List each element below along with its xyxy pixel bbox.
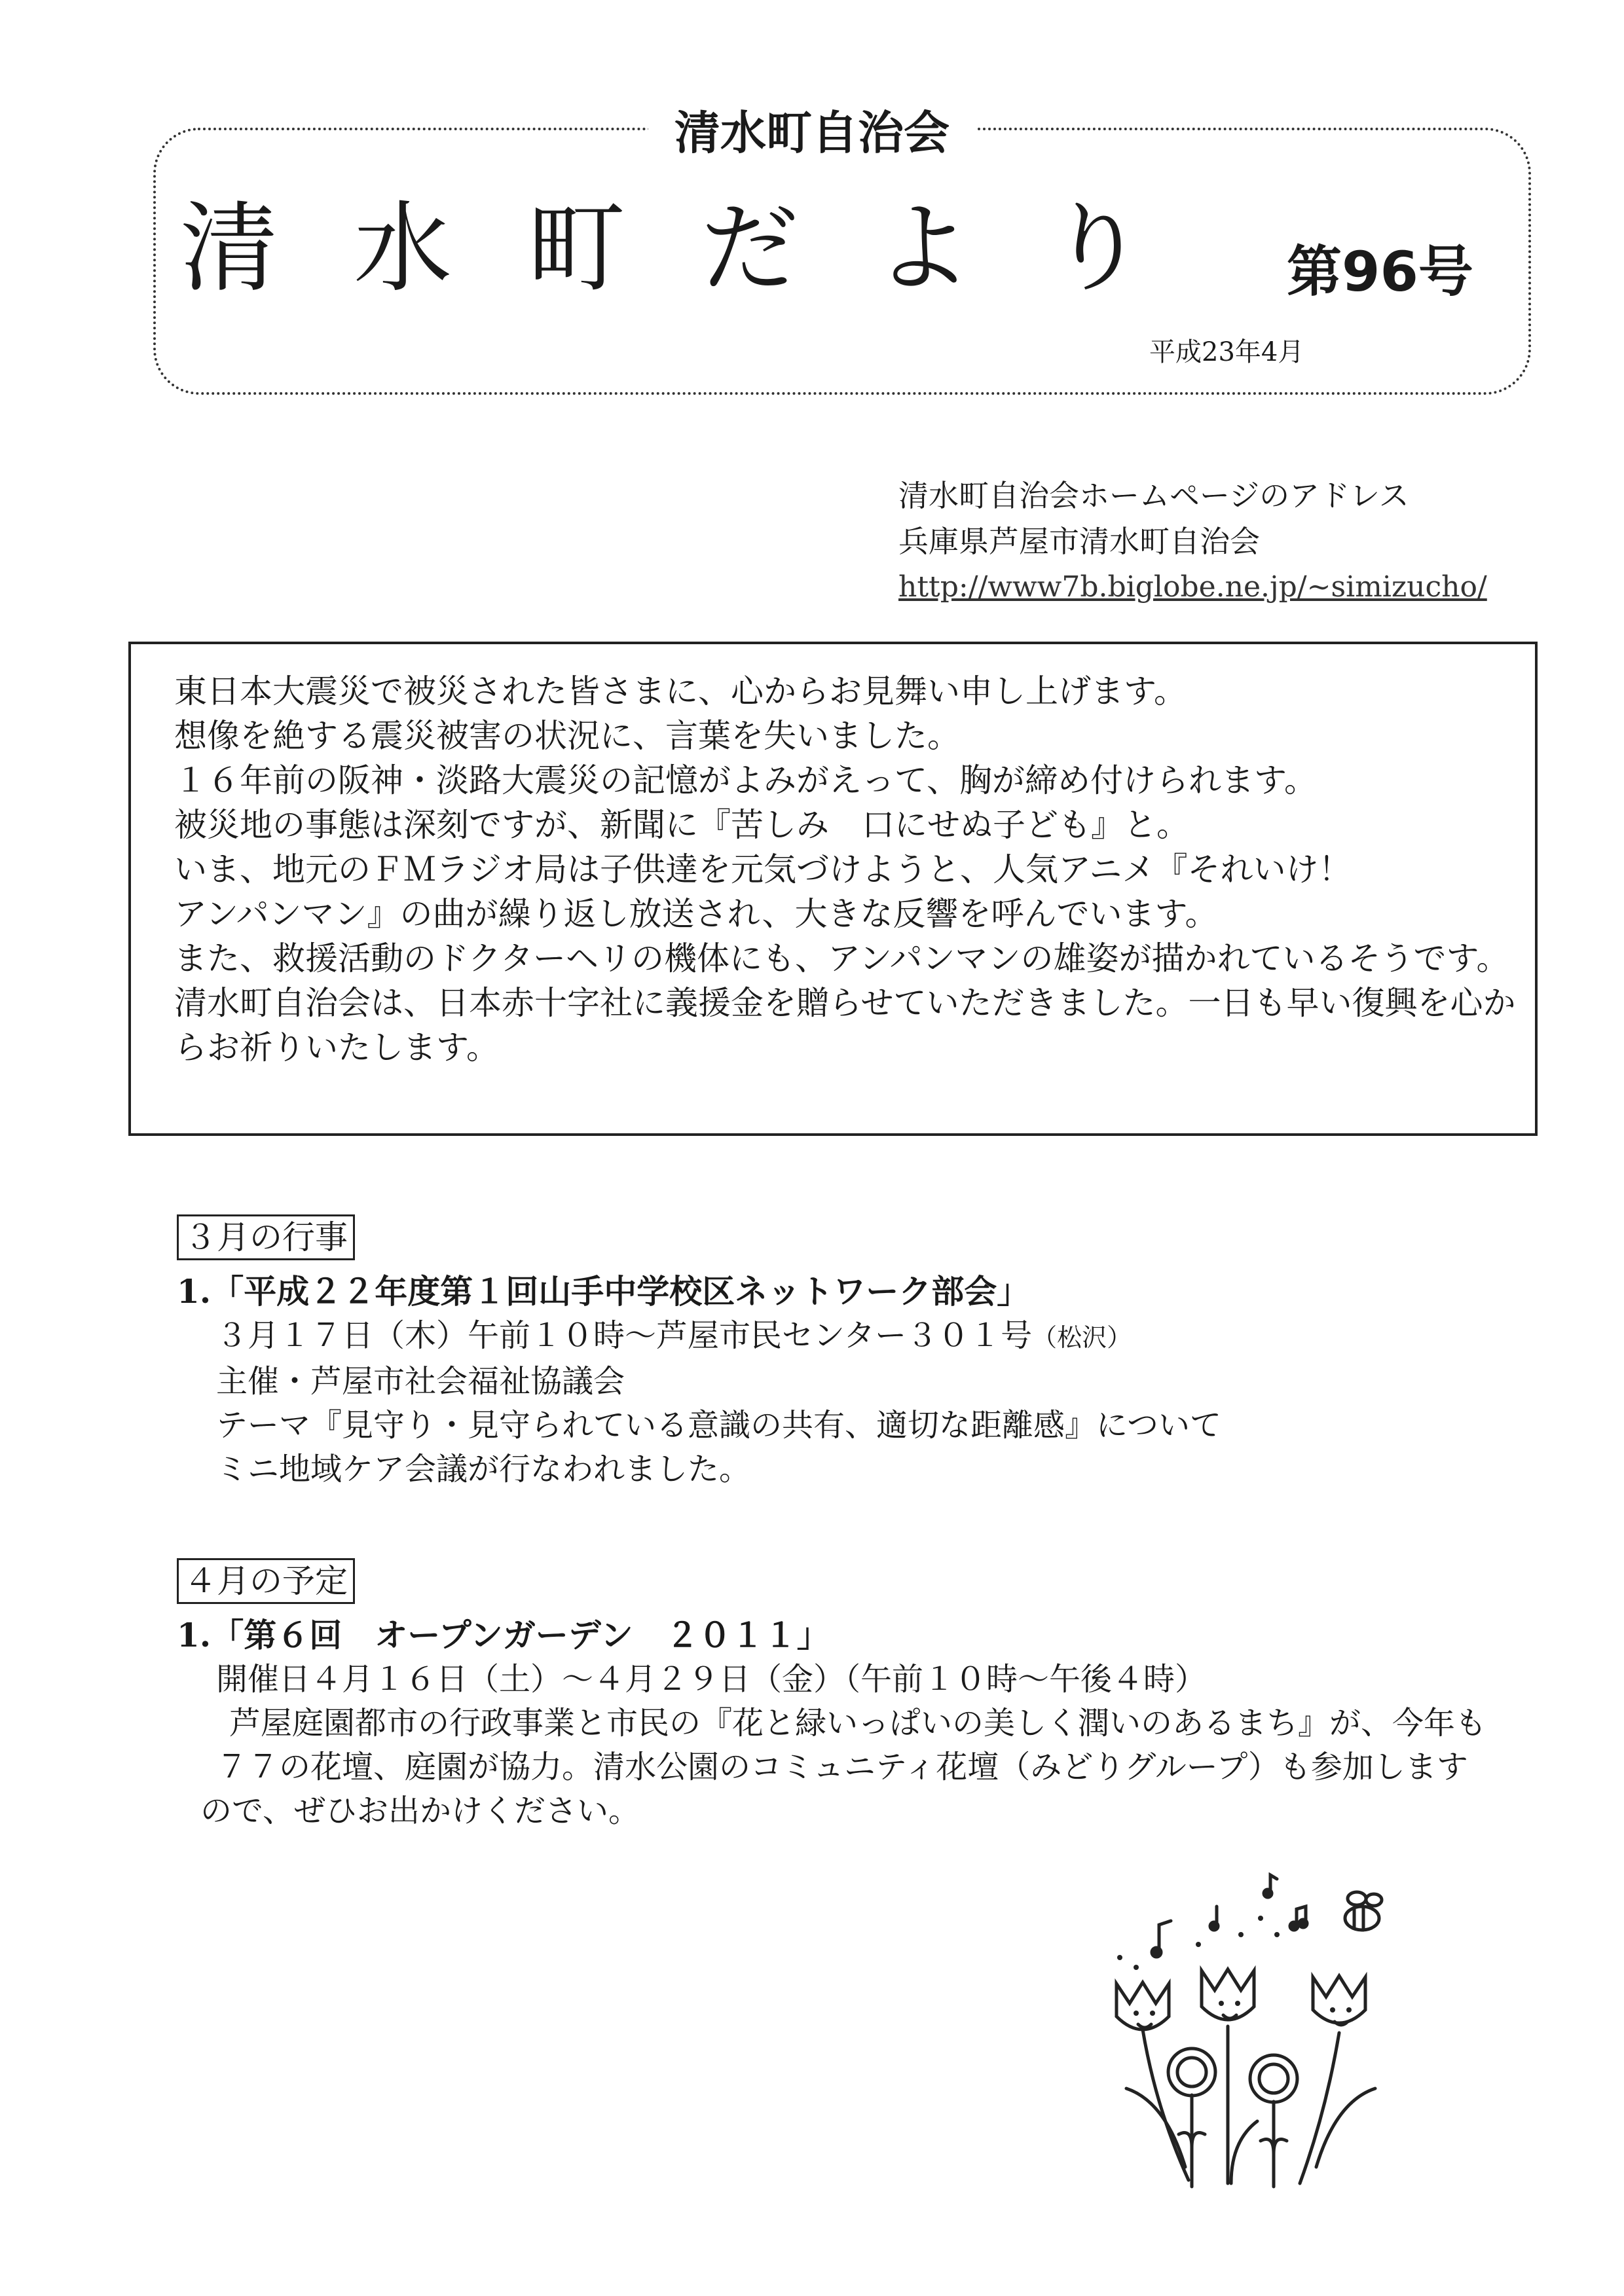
address-org: 兵庫県芦屋市清水町自治会 [898, 524, 1260, 559]
tulip-illustration [1100, 1872, 1467, 2213]
issue-number: 第96号 [1287, 240, 1473, 304]
april-schedule-section [177, 1558, 1486, 1833]
tulip-icon [1116, 1969, 1365, 2030]
homepage-url-link[interactable]: http://www7b.biglobe.ne.jp/~simizucho/ [898, 570, 1487, 604]
bee-icon [1345, 1892, 1382, 1930]
newsletter-title: 清水町だより [180, 192, 1222, 306]
message-line: 清水町自治会は、日本赤十字社に義援金を贈らせていただきました。一日も早い復興を心か [174, 984, 1516, 1022]
march-events-section [177, 1214, 1221, 1491]
march-datetime-note: （松沢） [1032, 1323, 1132, 1352]
march-item-title: 1.「平成２２年度第１回山手中学校区ネットワーク部会」 [177, 1272, 1030, 1311]
message-line: 被災地の事態は深刻ですが、新聞に『苦しみ 口にせぬ子ども』と。 [174, 806, 1189, 844]
march-item-datetime [177, 1314, 1221, 1360]
music-note-icon [1152, 1875, 1307, 1957]
address-caption: 清水町自治会ホームページのアドレス [898, 478, 1409, 513]
homepage-address [898, 473, 1487, 610]
organization-name: 清水町自治会 [648, 103, 976, 162]
april-item-title: 1.「第６回 オープンガーデン ２０１１」 [177, 1616, 830, 1654]
march-item-result: ミニ地域ケア会議が行なわれました。 [216, 1451, 751, 1487]
message-line: 東日本大震災で被災された皆さまに、心からお見舞い申し上げます。 [174, 672, 1187, 710]
message-line: いま、地元のＦＭラジオ局は子供達を元気づけようと、人気アニメ『それいけ！ [174, 850, 1352, 888]
april-item-desc-2: ７７の花壇、庭園が協力。清水公園のコミュニティ花壇（みどりグループ）も参加します [216, 1749, 1468, 1785]
april-item-desc-1: 芦屋庭園都市の行政事業と市民の『花と緑いっぱいの美しく潤いのあるまち』が、今年も [229, 1705, 1487, 1741]
message-line: 想像を絶する震災被害の状況に、言葉を失いました。 [174, 717, 960, 755]
message-line: らお祈りいたします。 [174, 1029, 499, 1066]
condolence-message-box [128, 642, 1538, 1136]
march-section-label: ３月の行事 [177, 1214, 355, 1260]
march-item-host: 主催・芦屋市社会福祉協議会 [216, 1363, 625, 1400]
message-line: また、救援活動のドクターヘリの機体にも、アンパンマンの雄姿が描かれているそうです。 [174, 939, 1509, 977]
april-item-dates: 開催日４月１６日（土）～４月２９日（金）（午前１０時～午後４時） [216, 1661, 1207, 1698]
flower-icon [1168, 2049, 1297, 2102]
march-item-theme: テーマ『見守り・見守られている意識の共有、適切な距離感』について [216, 1407, 1222, 1444]
april-section-label: ４月の予定 [177, 1558, 355, 1604]
issue-date: 平成23年4月 [1149, 337, 1304, 367]
message-line: １６年前の阪神・淡路大震災の記憶がよみがえって、胸が締め付けられます。 [174, 761, 1317, 799]
message-line: アンパンマン』の曲が繰り返し放送され、大きな反響を呼んでいます。 [174, 895, 1218, 933]
march-datetime-text: ３月１７日（木）午前１０時～芦屋市民センター３０１号 [216, 1317, 1033, 1354]
april-item-desc-3: ので、ぜひお出かけください。 [200, 1793, 640, 1829]
